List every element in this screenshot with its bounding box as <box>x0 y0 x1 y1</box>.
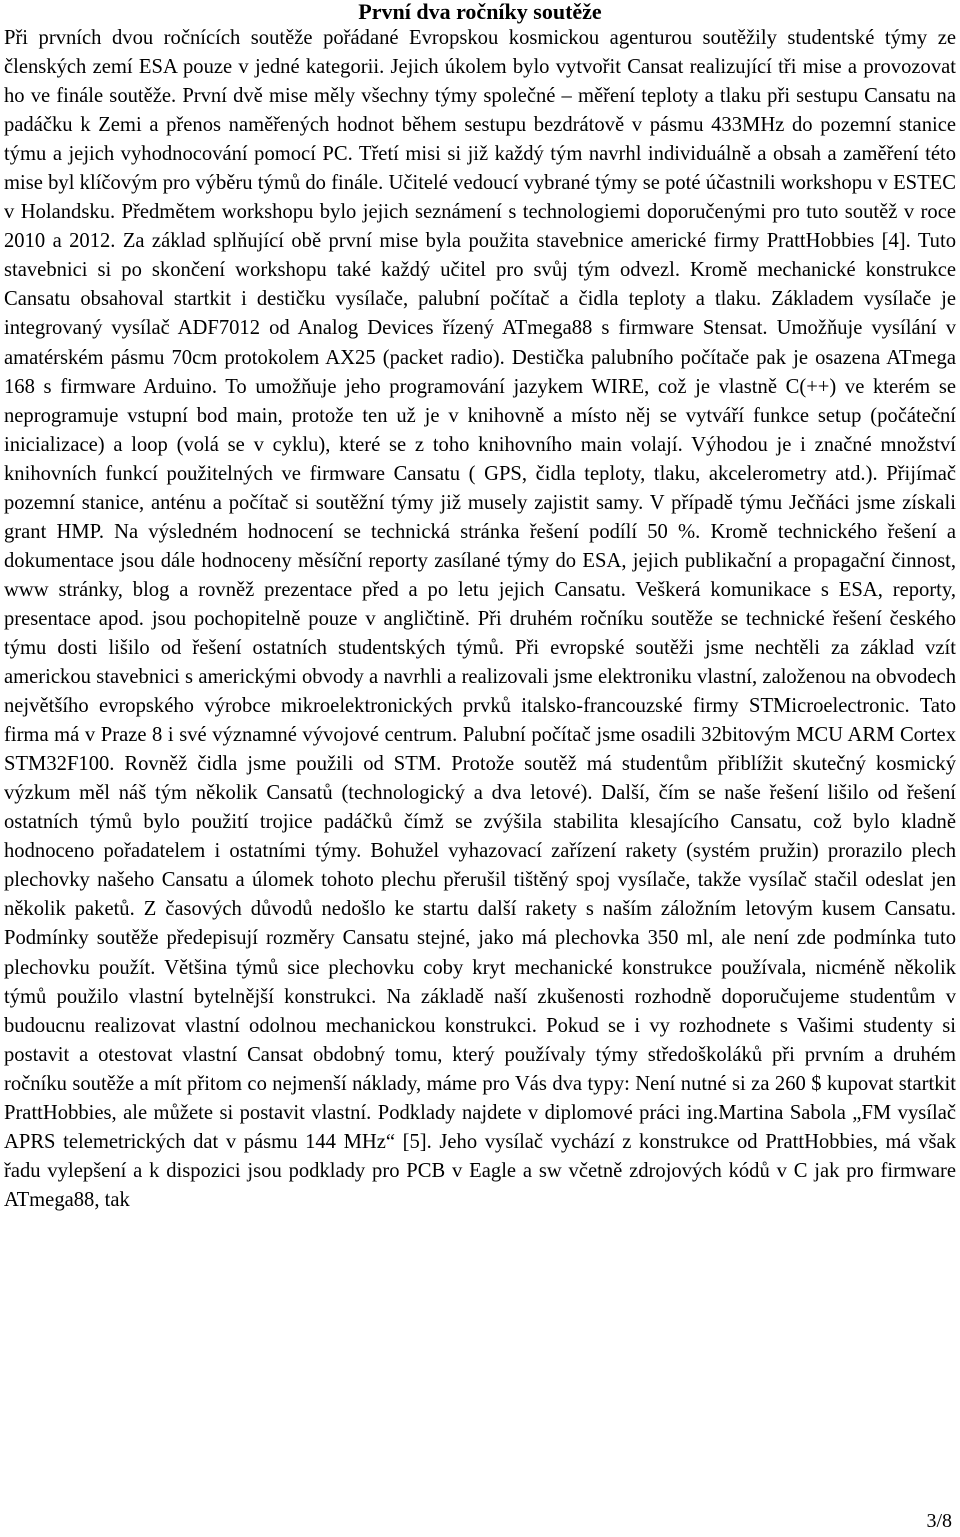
page-title: První dva ročníky soutěže <box>358 0 602 24</box>
body-paragraph: Při prvních dvou ročnících soutěže pořádané Evropskou kosmickou agenturou soutěžily studentské týmy ze členských zemí ESA pouze v jedné kategorii. Jejich úkolem bylo vytvořit Cansat realizující tři mise a provozovat ho ve finále soutěže. První dvě mise měly všechny týmy společné – měření teploty a tlaku při sestupu Cansatu na padáčku k Zemi a přenos naměřených hodnot během sestupu bezdrátově v pásmu 433MHz do pozemní stanice týmu a jejich vyhodnocování pomocí PC. Třetí misi si již každý tým navrhl individuálně a obsah a zaměření této mise byl klíčovým pro výběru týmů do finále. Učitelé vedoucí vybrané týmy se poté účastnili workshopu v ESTEC v Holandsku. Předmětem workshopu bylo jejich seznámení s technologiemi doporučenými pro tuto soutěž v roce 2010 a 2012. Za základ splňující obě první mise byla použita stavebnice americké firmy PrattHobbies [4]. Tuto stavebnici si po skončení workshopu také každý učitel pro svůj tým odvezl. Kromě mechanické konstrukce Cansatu obsahoval startkit i destičku vysílače, palubní počítač a čidla teploty a tlaku. Základem vysílače je integrovaný vysílač ADF7012 od Analog Devices řízený ATmega88 s firmware Stensat. Umožňuje vysílání v amatérském pásmu 70cm protokolem AX25 (packet radio). Destička palubního počítače pak je osazena ATmega 168 s firmware Arduino. To umožňuje jeho programování jazykem WIRE, což je vlastně C(++) ve kterém se neprogramuje vstupní bod main, protože ten už je v knihovně a místo něj se vytváří funkce setup (počáteční inicializace) a loop (volá se v cyklu), které se z toho knihovního main volají. Výhodou je i značné množství knihovních funkcí použitelných ve firmware Cansatu ( GPS, čidla teploty, tlaku, akcelerometry atd.). Přijímač pozemní stanice, anténu a počítač si soutěžní týmy již musely zajistit samy. V případě týmu Ječňáci jsme získali grant HMP. Na výsledném hodnocení se technická stránka řešení podílí 50 %. Kromě technického řešení a dokumentace jsou dále hodnoceny měsíční reporty zasílané týmy do ESA, jejich publikační a propagační činnost, www stránky, blog a rovněž prezentace před a po letu jejich Cansatu. Veškerá komunikace s ESA, reporty, presentace apod. jsou pochopitelně pouze v angličtině. Při druhém ročníku soutěže se technické řešení českého týmu dosti lišilo od řešení ostatních studentských týmů. Při evropské soutěži jsme nechtěli za základ vzít americkou stavebnici s americkými obvody a navrhli a realizovali jsme elektroniku vlastní, založenou na obvodech největšího evropského výrobce mikroelektronických prvků italsko-francouzské firmy STMicroelectronic. Tato firma má v Praze 8 i své významné vývojové centrum. Palubní počítač jsme osadili 32bitovým MCU ARM Cortex STM32F100. Rovněž čidla jsme použili od STM. Protože soutěž má studentům přiblížit skutečný kosmický výzkum měl náš tým několik Cansatů (technologický a dva letové). Další, čím se naše řešení lišilo od řešení ostatních týmů bylo použití trojice padáčků čímž se zvýšila stabilita klesajícího Cansatu, což bylo kladně hodnoceno pořadatelem i ostatními týmy. Bohužel vyhazovací zařízení rakety (systém pružin) prorazilo plech plechovky našeho Cansatu a úlomek tohoto plechu přerušil tištěný spoj vysílače, takže vysílač stačil odeslat jen několik paketů. Z časových důvodů nedošlo ke startu další rakety s naším záložním letovým kusem Cansatu. Podmínky soutěže předepisují rozměry Cansatu stejné, jako má plechovka 350 ml, ale není zde podmínka tuto plechovku použít. Většina týmů sice plechovku coby kryt mechanické konstrukce používala, nicméně několik týmů použilo vlastní bytelnější konstrukci. Na základě naší zkušenosti rozhodně doporučujeme studentům v budoucnu realizovat vlastní odolnou mechanickou konstrukci. Pokud se i vy rozhodnete s Vašimi studenty si postavit a otestovat vlastní Cansat obdobný tomu, který používaly týmy středoškoláků při prvním a druhém ročníku soutěže a mít přitom co nejmenší náklady, máme pro Vás dva typy: Není nutné si za 260 $ kupovat startkit PrattHobbies, ale můžete si postavit vlastní. Podklady najdete v diplomové práci ing.Martina Sabola „FM vysílač APRS telemetrických dat v pásmu 144 MHz“ [5]. Jeho vysílač vychází z konstrukce od PrattHobbies, má však řadu vylepšení a k dispozici jsou podklady pro PCB v Eagle a sw včetně zdrojových kódů v C jak pro firmware ATmega88, tak <box>4 27 956 1211</box>
document-page <box>4 0 956 1215</box>
page-number: 3/8 <box>926 1510 952 1532</box>
